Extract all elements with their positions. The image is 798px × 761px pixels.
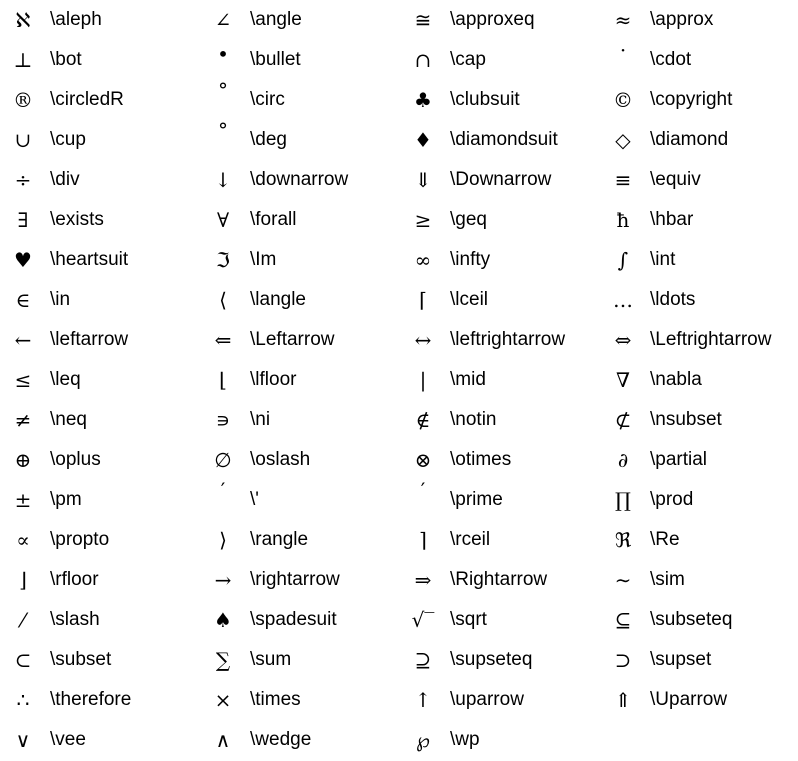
symbol-command: \propto [50,529,110,550]
symbol-glyph: ♠ [214,608,232,632]
symbol-command: \cup [50,129,86,150]
symbol-command: \approxeq [450,9,535,30]
symbol-command: \lfloor [250,369,297,390]
symbol-glyph: ⊥ [13,48,33,72]
symbol-command: \neq [50,409,87,430]
symbol-command: \leq [50,369,81,390]
symbol-command: \cdot [650,49,692,70]
symbol-glyph: ≡ [614,168,632,192]
symbol-glyph: ⌋ [19,568,27,592]
symbol-command: \geq [450,209,487,230]
symbol-command: \copyright [650,89,733,110]
symbol-glyph: √‾ [411,608,435,632]
symbol-command: \approx [650,9,714,30]
symbol-glyph: ∇ [616,368,630,392]
symbol-glyph: ⌉ [419,528,427,552]
symbol-command: \clubsuit [450,89,520,110]
symbol-command: \ldots [650,289,696,310]
symbol-command: \oslash [250,449,311,470]
symbol-command: \Im [250,249,277,270]
symbol-command: \angle [250,9,302,30]
symbol-glyph: ⇔ [614,328,632,352]
symbol-command: \mid [450,369,486,390]
symbol-command: \heartsuit [50,249,129,270]
symbol-command: \downarrow [250,169,349,190]
symbol-glyph: ℜ [614,528,632,552]
symbol-command: \Rightarrow [450,569,548,590]
symbol-glyph: ♥ [14,248,32,272]
symbol-glyph: ∝ [16,528,30,552]
symbol-glyph: ∍ [215,408,231,432]
symbol-glyph: ℵ [15,8,31,32]
symbol-command: \supset [650,649,712,670]
symbol-glyph: ← [14,328,32,352]
symbol-glyph: ∂ [617,448,629,472]
symbol-command: \sim [650,569,685,590]
symbol-command: \cap [450,49,486,70]
symbol-command: \sum [250,649,292,670]
symbol-glyph: ⌊ [219,368,227,392]
symbol-command: \sqrt [450,609,487,630]
symbol-glyph: → [214,568,232,592]
symbol-command: \ni [250,409,271,430]
symbol-command: \times [250,689,301,710]
symbol-command: \oplus [50,449,101,470]
symbol-glyph: ∃ [17,208,29,232]
symbol-command: \wedge [250,729,312,750]
symbol-glyph: … [613,288,633,312]
symbol-command: \nabla [650,369,702,390]
symbol-command: \leftrightarrow [450,329,566,350]
symbol-glyph: ⌈ [419,288,427,312]
symbol-glyph: ≥ [414,208,432,232]
symbol-command: \pm [50,489,82,510]
symbol-glyph: ⇐ [214,328,232,352]
symbol-glyph: ⊕ [14,448,32,472]
symbol-glyph: ′ [420,478,426,502]
symbol-command: \notin [450,409,497,430]
symbol-command: \div [50,169,80,190]
symbol-glyph: ℘ [416,728,430,752]
symbol-command: \Uparrow [650,689,728,710]
symbol-command: \nsubset [650,409,722,430]
symbol-command: \rightarrow [250,569,340,590]
symbol-command: \circ [250,89,285,110]
symbol-command: \bullet [250,49,301,70]
symbol-glyph: ° [218,78,228,102]
symbol-command: \forall [250,209,297,230]
symbol-command: \prime [450,489,503,510]
symbol-command: \leftarrow [50,329,129,350]
symbol-glyph: ⊂ [14,648,32,672]
symbol-command: \subseteq [650,609,733,630]
symbol-glyph: ħ [616,208,630,232]
symbol-glyph: ↑ [414,688,432,712]
symbol-command: \infty [450,249,491,270]
symbol-command: \Leftrightarrow [650,329,772,350]
symbol-glyph: · [619,38,627,62]
symbol-glyph: ≈ [614,8,632,32]
symbol-glyph: ♦ [414,128,432,152]
symbol-glyph: ∫ [617,248,629,272]
symbol-command: \int [650,249,676,270]
symbol-command: \lceil [450,289,489,310]
symbol-glyph: ⊃ [614,648,632,672]
symbol-glyph: ⇓ [414,168,432,192]
symbol-glyph: ∅ [214,448,232,472]
symbol-command: \prod [650,489,694,510]
symbol-glyph: ↔ [414,328,432,352]
symbol-command: \wp [450,729,480,750]
symbol-glyph: × [214,688,232,712]
symbol-glyph: ⊇ [414,648,432,672]
symbol-glyph: ® [13,88,33,112]
symbol-command: \hbar [650,209,694,230]
symbol-glyph: ∼ [614,568,632,592]
symbol-glyph: ∨ [15,728,31,752]
symbol-glyph: ∪ [14,128,32,152]
symbol-glyph: ∑ [215,648,231,672]
symbol-command: \uparrow [450,689,524,710]
symbol-command: \rceil [450,529,491,550]
symbol-glyph: ≠ [14,408,32,432]
symbol-command: \vee [50,729,86,750]
symbol-command: \langle [250,289,306,310]
symbol-command: \circledR [50,89,124,110]
symbol-command: \slash [50,609,100,630]
symbol-command: \Downarrow [450,169,552,190]
symbol-glyph: ⊆ [614,608,632,632]
symbol-glyph: ∴ [16,688,30,712]
symbol-glyph: ⊄ [614,408,632,432]
symbol-glyph: ⟨ [219,288,227,312]
symbol-glyph: | [419,368,427,392]
symbol-command: \aleph [50,9,102,30]
symbol-glyph: ≤ [14,368,32,392]
symbol-glyph: ≅ [414,8,432,32]
symbol-glyph: • [217,42,229,66]
symbol-glyph: ± [14,488,32,512]
symbol-command: \Re [650,529,680,550]
symbol-command: \deg [250,129,287,150]
symbol-glyph: ♣ [414,88,432,112]
symbol-command: \spadesuit [250,609,337,630]
symbol-glyph: ℑ [216,248,230,272]
symbol-command: \rangle [250,529,309,550]
symbol-glyph: ⁄ [21,608,25,632]
symbol-glyph: ° [218,118,228,142]
symbol-glyph: ∈ [15,288,31,312]
symbol-glyph: ∠ [214,8,232,32]
symbol-glyph: ′ [220,478,226,502]
symbol-command: \therefore [50,689,132,710]
symbol-command: \' [250,489,259,510]
symbol-glyph: ∉ [415,408,431,432]
symbol-command: \equiv [650,169,701,190]
symbol-glyph: ∩ [414,48,432,72]
symbol-command: \Leftarrow [250,329,335,350]
symbol-command: \bot [50,49,82,70]
symbol-glyph: ⇑ [614,688,632,712]
symbol-command: \exists [50,209,104,230]
symbol-glyph: ⟩ [219,528,227,552]
symbol-glyph: ◇ [615,128,631,152]
symbol-command: \subset [50,649,112,670]
symbol-command: \diamondsuit [450,129,558,150]
symbol-glyph: ↓ [214,168,232,192]
symbol-glyph: ∏ [615,488,631,512]
symbol-glyph: ÷ [14,168,32,192]
symbol-command: \supseteq [450,649,533,670]
symbol-glyph: ∞ [414,248,432,272]
symbol-glyph: © [613,88,633,112]
symbol-command: \in [50,289,71,310]
symbol-command: \partial [650,449,708,470]
symbol-command: \diamond [650,129,729,150]
symbol-command: \rfloor [50,569,99,590]
symbol-glyph: ⇒ [414,568,432,592]
symbol-command: \otimes [450,449,512,470]
symbol-glyph: ⊗ [414,448,432,472]
symbol-glyph: ∀ [216,208,230,232]
symbol-glyph: ∧ [215,728,231,752]
